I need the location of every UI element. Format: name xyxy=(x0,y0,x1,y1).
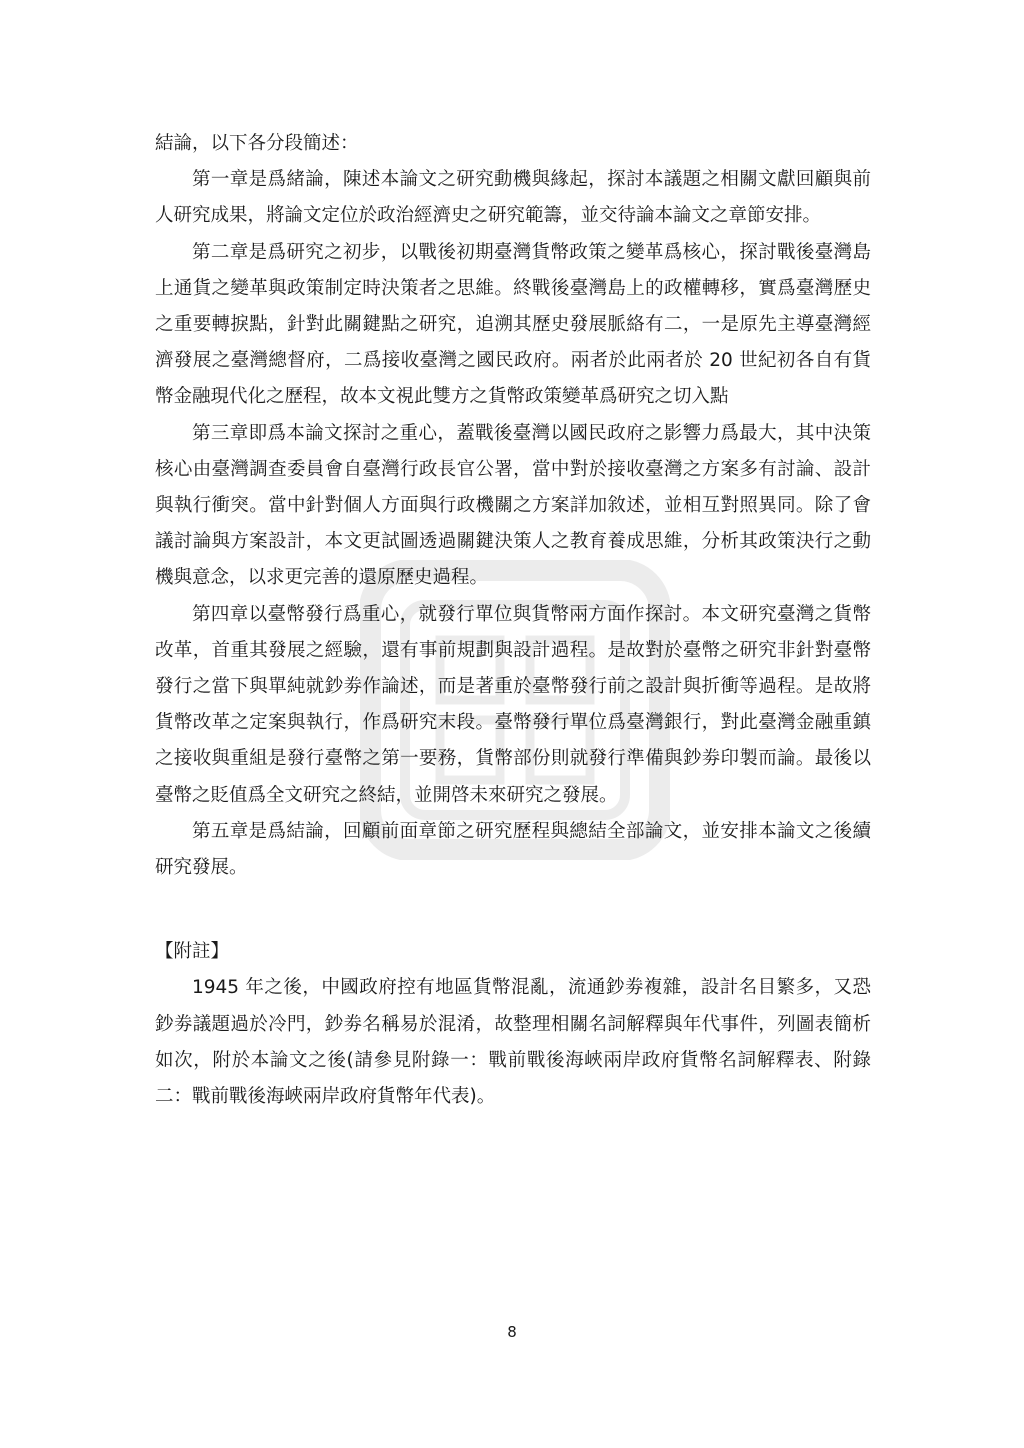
page-number: 8 xyxy=(507,1323,517,1341)
document-body xyxy=(155,126,871,1115)
note-paragraph: 1945 年之後，中國政府控有地區貨幣混亂，流通鈔劵複雜，設計名目繁多，又恐鈔劵議題過於冷門，鈔劵名稱易於混淆，故整理相關名詞解釋與年代事件，列圖表簡析如次，附於本論文之後(請參見附錄一：戰前戰後海峽兩岸政府貨幣名詞解釋表、附錄二：戰前戰後海峽兩岸政府貨幣年代表)。 xyxy=(155,977,871,1108)
chapter-4-paragraph: 第四章以臺幣發行爲重心，就發行單位與貨幣兩方面作探討。本文研究臺灣之貨幣改革，首重其發展之經驗，還有事前規劃與設計過程。是故對於臺幣之研究非針對臺幣發行之當下與單純就鈔劵作論述，而是著重於臺幣發行前之設計與折衝等過程。是故將貨幣改革之定案與執行，作爲研究末段。臺幣發行單位爲臺灣銀行，對此臺灣金融重鎮之接收與重組是發行臺幣之第一要務，貨幣部份則就發行準備與鈔劵印製而論。最後以臺幣之貶值爲全文研究之終結，並開啓未來研究之發展。 xyxy=(155,603,871,806)
section-spacer xyxy=(155,886,871,934)
note-heading: 【附註】 xyxy=(155,941,230,963)
intro-line: 結論，以下各分段簡述： xyxy=(155,133,359,154)
chapter-1-paragraph: 第一章是爲緒論，陳述本論文之研究動機與緣起，探討本議題之相關文獻回顧與前人研究成果，將論文定位於政治經濟史之研究範籌，並交待論本論文之章節安排。 xyxy=(155,169,871,227)
chapter-2-paragraph: 第二章是爲研究之初步，以戰後初期臺灣貨幣政策之變革爲核心，探討戰後臺灣島上通貨之變革與政策制定時決策者之思維。終戰後臺灣島上的政權轉移，實爲臺灣歷史之重要轉捩點，針對此關鍵點之研究，追溯其歷史發展脈絡有二，一是原先主導臺灣經濟發展之臺灣總督府，二爲接收臺灣之國民政府。兩者於此兩者於 20 世紀初各自有貨幣金融現代化之歷程，故本文視此雙方之貨幣政策變革爲研究之切入點 xyxy=(155,241,871,408)
chapter-3-paragraph: 第三章即爲本論文探討之重心，蓋戰後臺灣以國民政府之影響力爲最大，其中決策核心由臺灣調查委員會自臺灣行政長官公署，當中對於接收臺灣之方案多有討論、設計與執行衝突。當中針對個人方面與行政機關之方案詳加敘述，並相互對照異同。除了會議討論與方案設計，本文更試圖透過關鍵決策人之教育養成思維，分析其政策決行之動機與意念，以求更完善的還原歷史過程。 xyxy=(155,422,871,589)
chapter-5-paragraph: 第五章是爲結論，回顧前面章節之研究歷程與總結全部論文，並安排本論文之後續研究發展。 xyxy=(155,820,871,879)
